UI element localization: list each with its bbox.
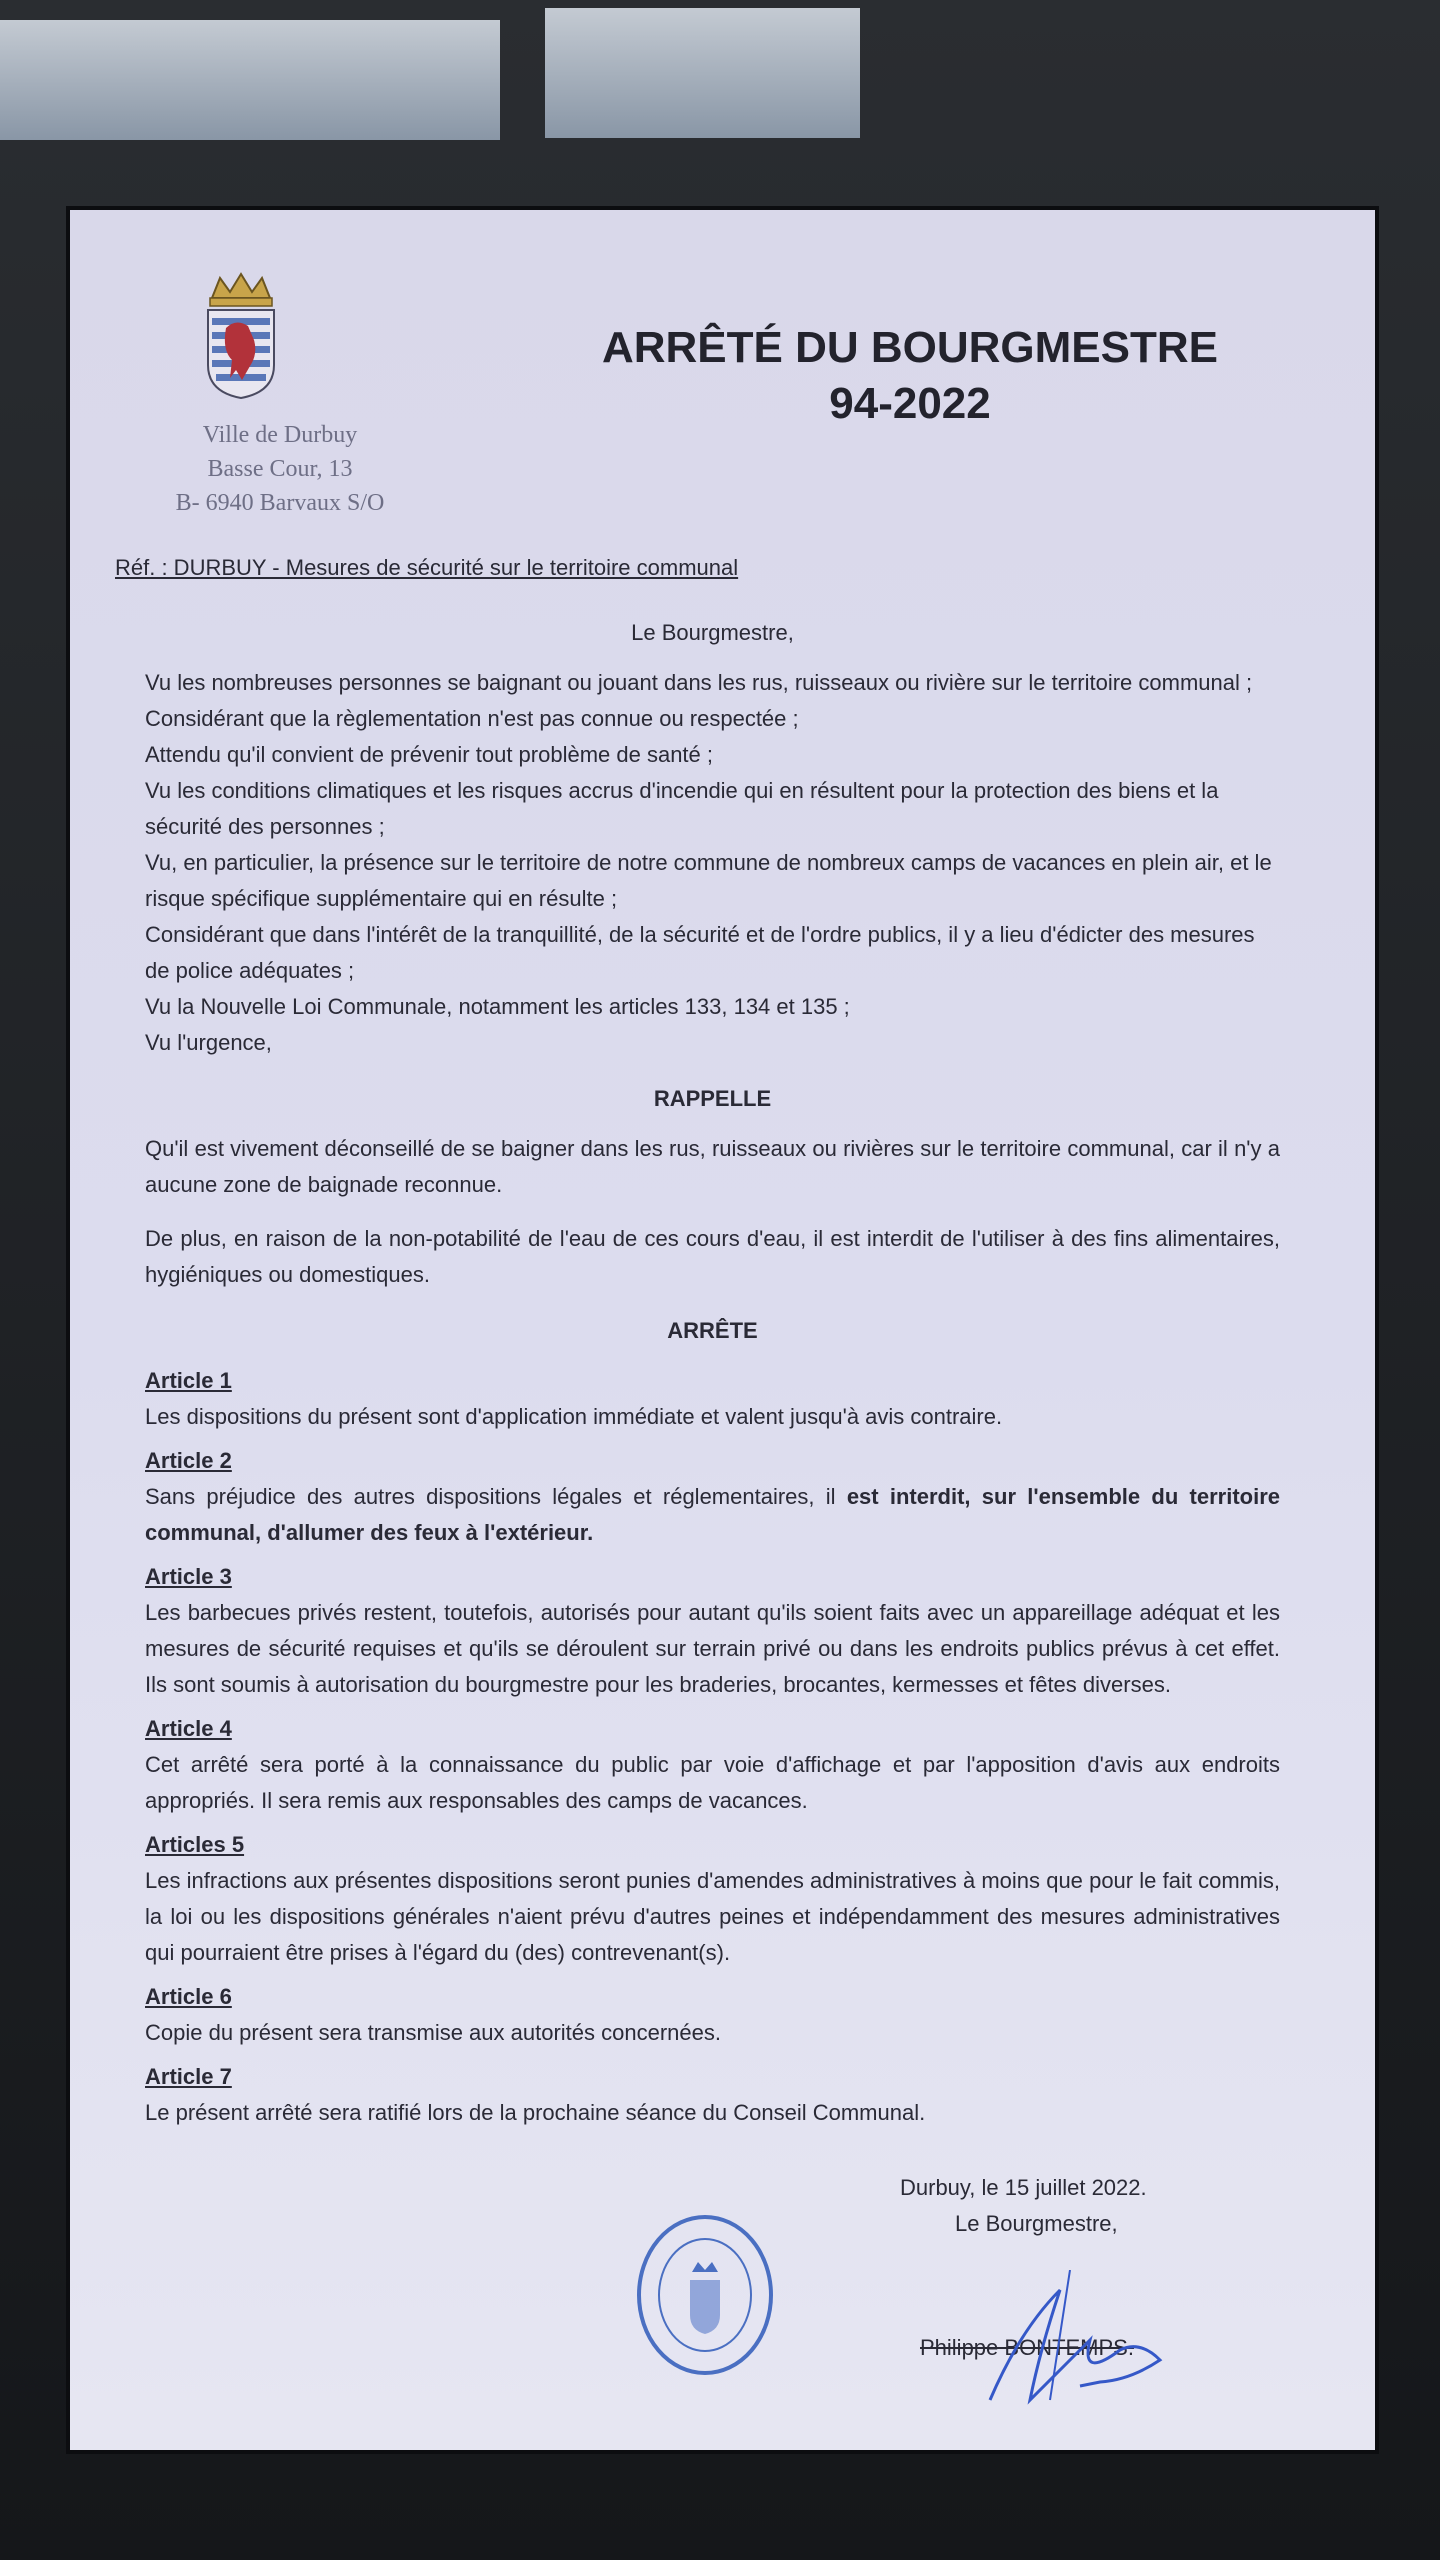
coat-of-arms-icon [202,270,280,400]
consideration: Considérant que dans l'intérêt de la tranquillité, de la sécurité et de l'ordre publics, il y a lieu d'édicter des mesures de police adéquates ; [145,922,1255,983]
official-stamp-icon [630,2210,780,2380]
article-text: Cet arrêté sera porté à la connaissance du public par voie d'affichage et par l'apposition d'avis aux endroits appropriés. Il sera remis aux responsables des camps de vacances. [145,1752,1280,1813]
consideration: Vu, en particulier, la présence sur le territoire de notre commune de nombreux camps de vacances en plein air, et le risque spécifique supplémentaire qui en résulte ; [145,850,1272,911]
article-text: Les dispositions du présent sont d'application immédiate et valent jusqu'à avis contraire. [145,1404,1003,1429]
consideration: Vu les nombreuses personnes se baignant ou jouant dans les rus, ruisseaux ou rivière sur le territoire communal ; [145,670,1253,695]
consideration: Vu la Nouvelle Loi Communale, notamment les articles 133, 134 et 135 ; [145,994,850,1019]
considerations-list [145,665,1280,1061]
intro-line: Le Bourgmestre, [631,620,794,645]
article-text: Copie du présent sera transmise aux autorités concernées. [145,2020,721,2045]
consideration: Vu l'urgence, [145,1030,272,1055]
rappelle-heading: RAPPELLE [653,1086,772,1111]
article-title: Article 6 [145,1984,232,2009]
consideration: Vu les conditions climatiques et les risques accrus d'incendie qui en résultent pour la protection des biens et la sécurité des personnes ; [145,778,1219,839]
article-title: Articles 5 [145,1832,245,1857]
document-body [145,615,1280,2137]
document-title: ARRÊTÉ DU BOURGMESTRE 94-2022 [601,323,1219,428]
article-text: Les barbecues privés restent, toutefois, autorisés pour autant qu'ils soient faits avec un appareillage adéquat et les mesures de sécurité requises et qu'ils se déroulent sur terrain privé ou dans les endroits publics prévus à cet effet. Ils sont soumis à autorisation du bourgmestre pour les braderies, brocantes, kermesses et fêtes diverses. [145,1600,1280,1697]
consideration: Attendu qu'il convient de prévenir tout problème de santé ; [145,742,714,767]
notice-sheet [70,210,1375,2450]
article-text: Les infractions aux présentes dispositions seront punies d'amendes administratives à moins que pour le fait commis, la loi ou les dispositions générales n'aient prévu d'autres peines et indépendamment des mesures administratives qui pourraient être prises à l'égard du (des) contrevenant(s). [145,1868,1280,1965]
sender-address: Ville de Durbuy Basse Cour, 13 B- 6940 Barvaux S/O [175,422,385,516]
article-title: Article 4 [145,1716,232,1741]
handwritten-signature-icon [970,2270,1230,2410]
signatory-name: Philippe BONTEMPS. [920,2335,1134,2360]
rappelle-paragraph: Qu'il est vivement déconseillé de se baigner dans les rus, ruisseaux ou rivières sur le territoire communal, car il n'y a aucune zone de baignade reconnue. [145,1136,1280,1197]
article-title: Article 2 [145,1448,232,1473]
place-date: Durbuy, le 15 juillet 2022. [900,2175,1147,2200]
article-title: Article 3 [145,1564,232,1589]
glass-reflection [0,20,500,140]
reference-line: Réf. : DURBUY - Mesures de sécurité sur le territoire communal [115,555,739,580]
glass-reflection [545,8,860,138]
rappelle-paragraph: De plus, en raison de la non-potabilité de l'eau de ces cours d'eau, il est interdit de l'utiliser à des fins alimentaires, hygiéniques ou domestiques. [145,1226,1280,1287]
article-title: Article 7 [145,2064,232,2089]
consideration: Considérant que la règlementation n'est pas connue ou respectée ; [145,706,799,731]
arrete-heading: ARRÊTE [667,1318,758,1343]
article-title: Article 1 [145,1368,232,1393]
signatory-role: Le Bourgmestre, [955,2211,1118,2236]
article-text: Le présent arrêté sera ratifié lors de la prochaine séance du Conseil Communal. [145,2100,926,2125]
article-text: Sans préjudice des autres dispositions légales et réglementaires, il est interdit, sur l'ensemble du territoire communal, d'allumer des feux à l'extérieur. [145,1484,1280,1545]
